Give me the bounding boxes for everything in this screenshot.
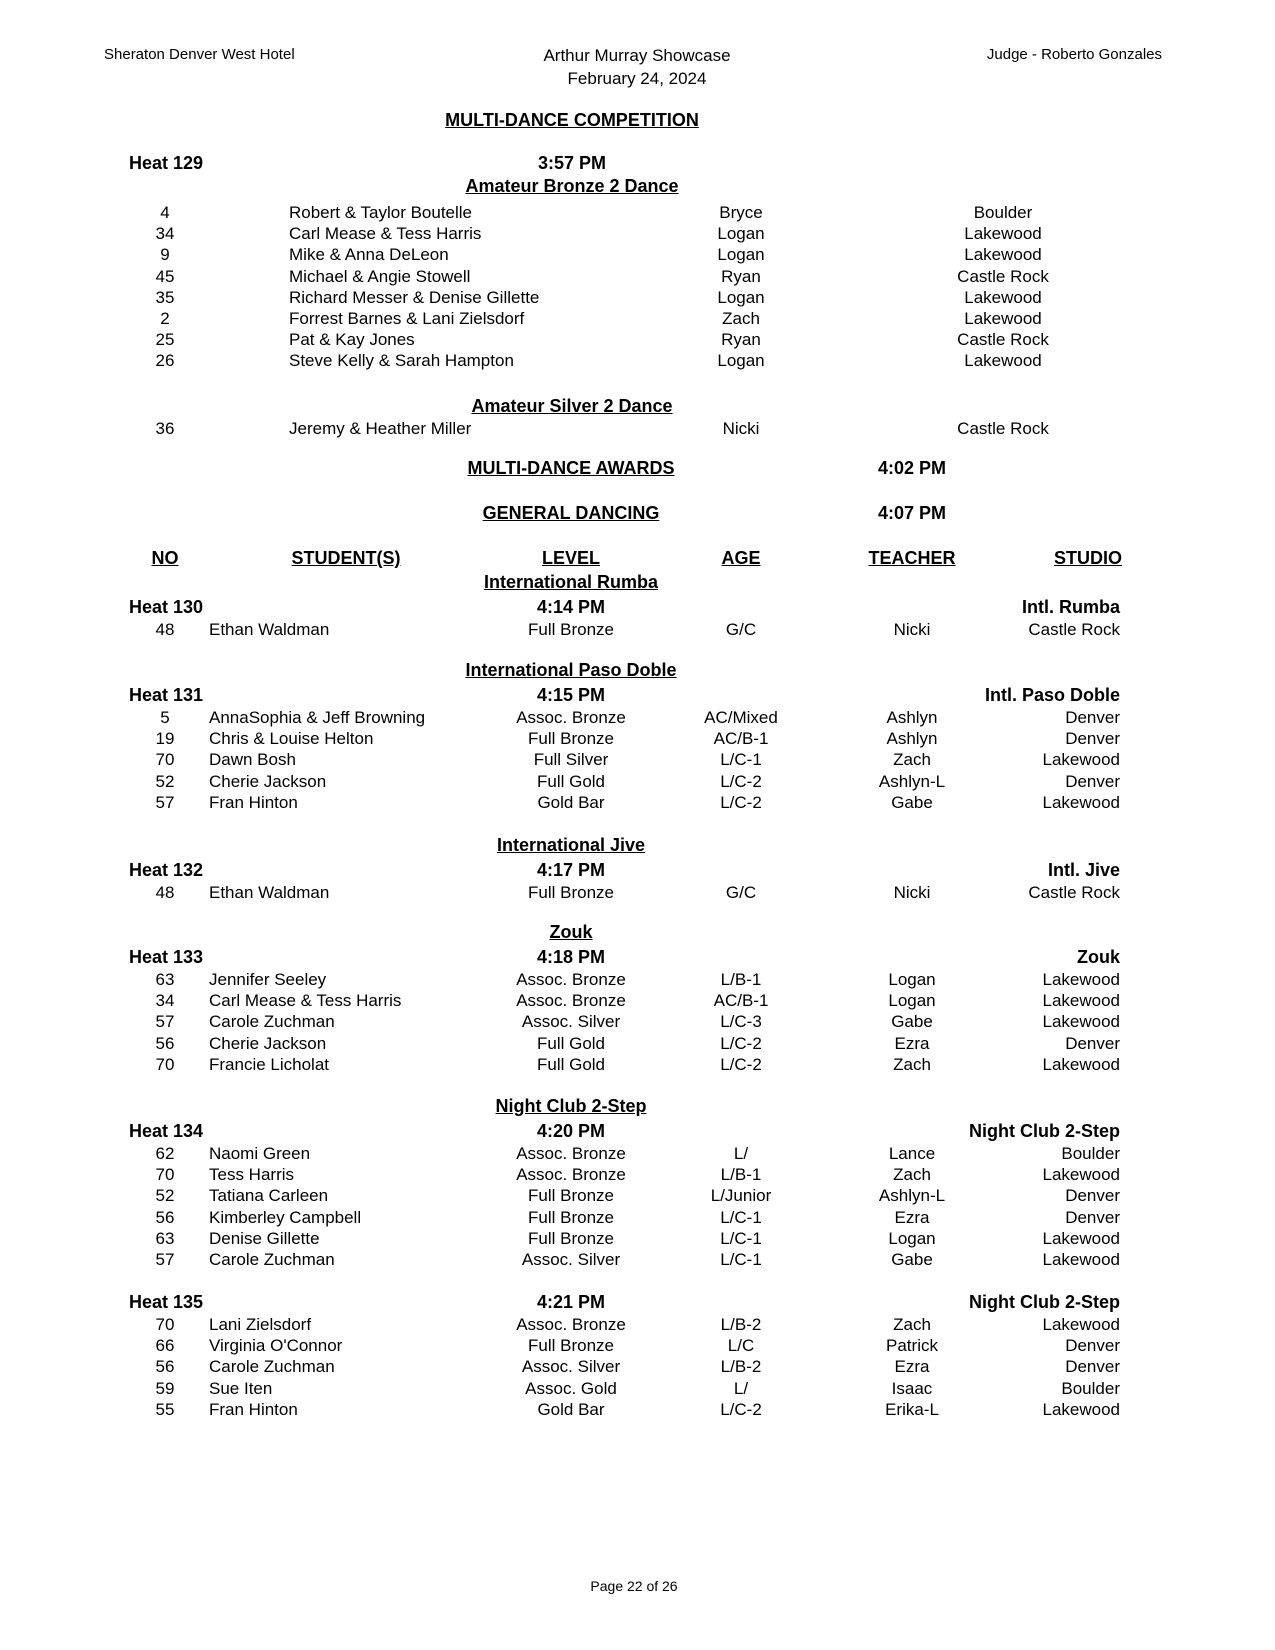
teacher-name: Isaac [891, 1378, 933, 1398]
age-value: G/C [725, 883, 757, 902]
age-value: AC/Mixed [704, 708, 778, 727]
level-value: Assoc. Bronze [516, 991, 626, 1011]
entry-number: 5 [160, 708, 170, 727]
couple-name: Pat & Kay Jones [289, 330, 415, 350]
teacher-name: Logan [717, 287, 765, 307]
age-value: L/C-2 [720, 1054, 762, 1074]
dance-title: International Jive [496, 835, 646, 855]
heat-dance-name: Intl. Paso Doble [984, 685, 1120, 705]
student-name: Fran Hinton [209, 1399, 298, 1419]
studio-name: Denver [1065, 1336, 1120, 1356]
teacher-name: Zach [893, 1165, 931, 1185]
col-no-header: NO [151, 548, 179, 568]
entry-number: 57 [155, 792, 175, 812]
studio-name: Lakewood [1042, 750, 1120, 770]
dance-group-title: Amateur Silver 2 Dance [471, 396, 673, 416]
teacher-name: Ezra [894, 1357, 930, 1377]
level-value: Assoc. Bronze [516, 1165, 626, 1185]
level-value: Full Bronze [528, 620, 614, 639]
event-date: February 24, 2024 [567, 69, 707, 88]
studio-name: Lakewood [1042, 1012, 1120, 1032]
studio-name: Denver [1065, 771, 1120, 791]
entry-number: 57 [155, 1012, 175, 1032]
student-name: Sue Iten [209, 1378, 273, 1398]
teacher-name: Erika-L [885, 1399, 939, 1419]
student-name: Chris & Louise Helton [209, 729, 374, 749]
student-name: Carole Zuchman [209, 1250, 335, 1269]
couple-name: Carl Mease & Tess Harris [289, 224, 482, 244]
heat-time: 4:21 PM [536, 1292, 606, 1312]
entry-number: 4 [160, 203, 170, 222]
age-value: L/C-3 [720, 1012, 762, 1032]
age-value: G/C [725, 620, 757, 639]
dance-title: Night Club 2-Step [495, 1096, 647, 1116]
studio-name: Lakewood [1042, 792, 1120, 812]
age-value: L/ [733, 1144, 749, 1163]
entry-number: 56 [155, 1033, 175, 1053]
dance-group-title: Amateur Bronze 2 Dance [465, 176, 679, 196]
couple-name: Steve Kelly & Sarah Hampton [289, 351, 514, 371]
heat-time: 4:15 PM [536, 685, 606, 705]
student-name: Denise Gillette [209, 1228, 320, 1248]
student-name: Naomi Green [209, 1144, 311, 1163]
studio-name: Lakewood [964, 309, 1042, 328]
studio-name: Castle Rock [1028, 883, 1120, 902]
student-name: Fran Hinton [209, 792, 298, 812]
teacher-name: Ashlyn [886, 708, 938, 727]
teacher-name: Ashlyn [886, 729, 938, 749]
studio-name: Lakewood [1042, 1315, 1120, 1334]
student-name: Jennifer Seeley [209, 970, 327, 989]
heat-dance-name: Intl. Jive [1047, 860, 1120, 880]
col-teacher-header: TEACHER [868, 548, 956, 568]
entry-number: 56 [155, 1207, 175, 1227]
student-name: Dawn Bosh [209, 750, 296, 770]
col-student-header: STUDENT(S) [291, 548, 401, 568]
teacher-name: Gabe [891, 1012, 933, 1032]
age-value: L/C-2 [720, 771, 762, 791]
level-value: Assoc. Silver [521, 1250, 621, 1269]
level-value: Full Gold [536, 1033, 606, 1053]
entry-number: 63 [155, 1228, 175, 1248]
studio-name: Castle Rock [1028, 620, 1120, 639]
studio-name: Boulder [1061, 1144, 1120, 1163]
level-value: Assoc. Bronze [516, 708, 626, 727]
level-value: Full Gold [536, 771, 606, 791]
entry-number: 9 [160, 245, 170, 265]
studio-name: Lakewood [1042, 1054, 1120, 1074]
entry-number: 70 [155, 1054, 175, 1074]
couple-name: Robert & Taylor Boutelle [289, 203, 473, 222]
studio-name: Lakewood [964, 287, 1042, 307]
teacher-name: Nicki [893, 883, 931, 902]
student-name: AnnaSophia & Jeff Browning [209, 708, 426, 727]
age-value: L/C-1 [720, 1250, 762, 1269]
age-value: L/C-1 [720, 1207, 762, 1227]
age-value: L/B-1 [720, 970, 762, 989]
studio-name: Lakewood [964, 245, 1042, 265]
entry-number: 45 [155, 266, 175, 286]
student-name: Francie Licholat [209, 1054, 330, 1074]
entry-number: 48 [155, 620, 175, 639]
student-name: Tatiana Carleen [209, 1186, 329, 1206]
studio-name: Denver [1065, 729, 1120, 749]
heat-dance-name: Night Club 2-Step [969, 1292, 1120, 1312]
teacher-name: Gabe [891, 1250, 933, 1269]
level-value: Full Bronze [528, 1228, 614, 1248]
general-dancing-time: 4:07 PM [877, 503, 947, 523]
age-value: L/B-2 [720, 1315, 762, 1334]
teacher-name: Ezra [894, 1033, 930, 1053]
entry-number: 63 [155, 970, 175, 989]
level-value: Gold Bar [537, 1399, 605, 1419]
entry-number: 2 [160, 309, 170, 328]
level-value: Assoc. Bronze [516, 1144, 626, 1163]
heat-label: Heat 134 [129, 1121, 204, 1141]
teacher-name: Gabe [891, 792, 933, 812]
col-level-header: LEVEL [541, 548, 601, 568]
teacher-name: Ashlyn-L [878, 771, 946, 791]
level-value: Assoc. Silver [521, 1357, 621, 1377]
age-value: L/B-2 [720, 1357, 762, 1377]
teacher-name: Ezra [894, 1207, 930, 1227]
studio-name: Lakewood [1042, 1399, 1120, 1419]
teacher-name: Zach [722, 309, 760, 328]
couple-name: Richard Messer & Denise Gillette [289, 287, 540, 307]
heat-time: 4:20 PM [536, 1121, 606, 1141]
event-header [543, 44, 730, 90]
entry-number: 34 [155, 991, 175, 1011]
level-value: Assoc. Gold [525, 1378, 617, 1398]
multi-dance-title: MULTI-DANCE COMPETITION [445, 110, 699, 130]
general-dancing-label: GENERAL DANCING [482, 503, 660, 523]
entry-number: 52 [155, 771, 175, 791]
dance-title: International Paso Doble [465, 660, 677, 680]
student-name: Ethan Waldman [209, 883, 330, 902]
teacher-name: Nicki [893, 620, 931, 639]
student-name: Ethan Waldman [209, 620, 330, 639]
judge-name: Judge - Roberto Gonzales [986, 46, 1162, 63]
entry-number: 34 [155, 224, 175, 244]
entry-number: 36 [155, 419, 175, 438]
heat-dance-name: Zouk [1077, 947, 1120, 967]
level-value: Full Bronze [528, 1186, 614, 1206]
entry-number: 70 [155, 750, 175, 770]
studio-name: Denver [1065, 1207, 1120, 1227]
level-value: Full Bronze [528, 883, 614, 902]
studio-name: Lakewood [1042, 1250, 1120, 1269]
studio-name: Boulder [973, 203, 1033, 222]
teacher-name: Zach [893, 1315, 931, 1334]
awards-time: 4:02 PM [877, 458, 947, 478]
studio-name: Denver [1065, 1033, 1120, 1053]
entry-number: 48 [155, 883, 175, 902]
teacher-name: Logan [717, 351, 765, 371]
studio-name: Castle Rock [957, 419, 1049, 438]
teacher-name: Logan [717, 245, 765, 265]
studio-name: Lakewood [964, 224, 1042, 244]
studio-name: Denver [1065, 1357, 1120, 1377]
age-value: L/C-1 [720, 750, 762, 770]
level-value: Full Bronze [528, 729, 614, 749]
age-value: AC/B-1 [713, 729, 769, 749]
entry-number: 70 [155, 1165, 175, 1185]
teacher-name: Zach [893, 1054, 931, 1074]
age-value: L/ [733, 1378, 749, 1398]
heat-time: 4:18 PM [536, 947, 606, 967]
col-studio-header: STUDIO [1053, 548, 1122, 568]
heat-time: 4:17 PM [536, 860, 606, 880]
entry-number: 55 [155, 1399, 175, 1419]
studio-name: Lakewood [1042, 991, 1120, 1011]
studio-name: Boulder [1061, 1378, 1120, 1398]
age-value: L/C [727, 1336, 755, 1356]
studio-name: Lakewood [1042, 1165, 1120, 1185]
col-age-header: AGE [721, 548, 761, 568]
teacher-name: Ryan [721, 266, 761, 286]
age-value: L/C-2 [720, 1033, 762, 1053]
student-name: Tess Harris [209, 1165, 295, 1185]
studio-name: Castle Rock [957, 330, 1049, 350]
heat-label: Heat 130 [129, 597, 204, 617]
studio-name: Lakewood [1042, 1228, 1120, 1248]
heat-label: Heat 132 [129, 860, 204, 880]
teacher-name: Nicki [722, 419, 760, 438]
student-name: Carole Zuchman [209, 1012, 335, 1032]
dance-title: Zouk [549, 922, 593, 942]
entry-number: 35 [155, 287, 175, 307]
teacher-name: Logan [717, 224, 765, 244]
heat-time: 4:14 PM [536, 597, 606, 617]
page-number: Page 22 of 26 [590, 1578, 678, 1594]
student-name: Cherie Jackson [209, 771, 327, 791]
studio-name: Lakewood [1042, 970, 1120, 989]
heat-label: Heat 131 [129, 685, 204, 705]
age-value: L/B-1 [720, 1165, 762, 1185]
level-value: Full Gold [536, 1054, 606, 1074]
heat-dance-name: Intl. Rumba [1022, 597, 1120, 617]
entry-number: 56 [155, 1357, 175, 1377]
venue-name: Sheraton Denver West Hotel [104, 46, 295, 63]
student-name: Cherie Jackson [209, 1033, 327, 1053]
entry-number: 26 [155, 351, 175, 371]
entry-number: 66 [155, 1336, 175, 1356]
level-value: Full Silver [533, 750, 609, 770]
teacher-name: Logan [888, 970, 936, 989]
studio-name: Castle Rock [957, 266, 1049, 286]
couple-name: Jeremy & Heather Miller [289, 419, 472, 438]
heat-label: Heat 135 [129, 1292, 204, 1312]
teacher-name: Bryce [719, 203, 763, 222]
dance-title: International Rumba [483, 572, 659, 592]
heat-129-label: Heat 129 [129, 153, 204, 173]
student-name: Carl Mease & Tess Harris [209, 991, 402, 1011]
entry-number: 57 [155, 1250, 175, 1269]
age-value: AC/B-1 [713, 991, 769, 1011]
level-value: Gold Bar [537, 792, 605, 812]
age-value: L/Junior [710, 1186, 772, 1206]
entry-number: 25 [155, 330, 175, 350]
age-value: L/C-2 [720, 792, 762, 812]
teacher-name: Logan [888, 1228, 936, 1248]
couple-name: Mike & Anna DeLeon [289, 245, 449, 265]
age-value: L/C-1 [720, 1228, 762, 1248]
heat-129-time: 3:57 PM [537, 153, 607, 173]
teacher-name: Zach [893, 750, 931, 770]
teacher-name: Ashlyn-L [878, 1186, 946, 1206]
entry-number: 52 [155, 1186, 175, 1206]
age-value: L/C-2 [720, 1399, 762, 1419]
teacher-name: Logan [888, 991, 936, 1011]
entry-number: 19 [155, 729, 175, 749]
student-name: Carole Zuchman [209, 1357, 335, 1377]
student-name: Lani Zielsdorf [209, 1315, 312, 1334]
level-value: Assoc. Silver [521, 1012, 621, 1032]
event-title: Arthur Murray Showcase [543, 46, 731, 65]
heat-dance-name: Night Club 2-Step [969, 1121, 1120, 1141]
studio-name: Denver [1065, 1186, 1120, 1206]
couple-name: Michael & Angie Stowell [289, 266, 471, 286]
awards-label: MULTI-DANCE AWARDS [467, 458, 675, 478]
level-value: Full Bronze [528, 1336, 614, 1356]
studio-name: Denver [1065, 708, 1120, 727]
entry-number: 70 [155, 1315, 175, 1334]
heat-label: Heat 133 [129, 947, 204, 967]
couple-name: Forrest Barnes & Lani Zielsdorf [289, 309, 525, 328]
entry-number: 59 [155, 1378, 175, 1398]
student-name: Kimberley Campbell [209, 1207, 362, 1227]
student-name: Virginia O'Connor [209, 1336, 343, 1356]
level-value: Assoc. Bronze [516, 1315, 626, 1334]
teacher-name: Lance [888, 1144, 936, 1163]
entry-number: 62 [155, 1144, 175, 1163]
studio-name: Lakewood [964, 351, 1042, 371]
level-value: Assoc. Bronze [516, 970, 626, 989]
level-value: Full Bronze [528, 1207, 614, 1227]
teacher-name: Ryan [721, 330, 761, 350]
teacher-name: Patrick [886, 1336, 938, 1356]
